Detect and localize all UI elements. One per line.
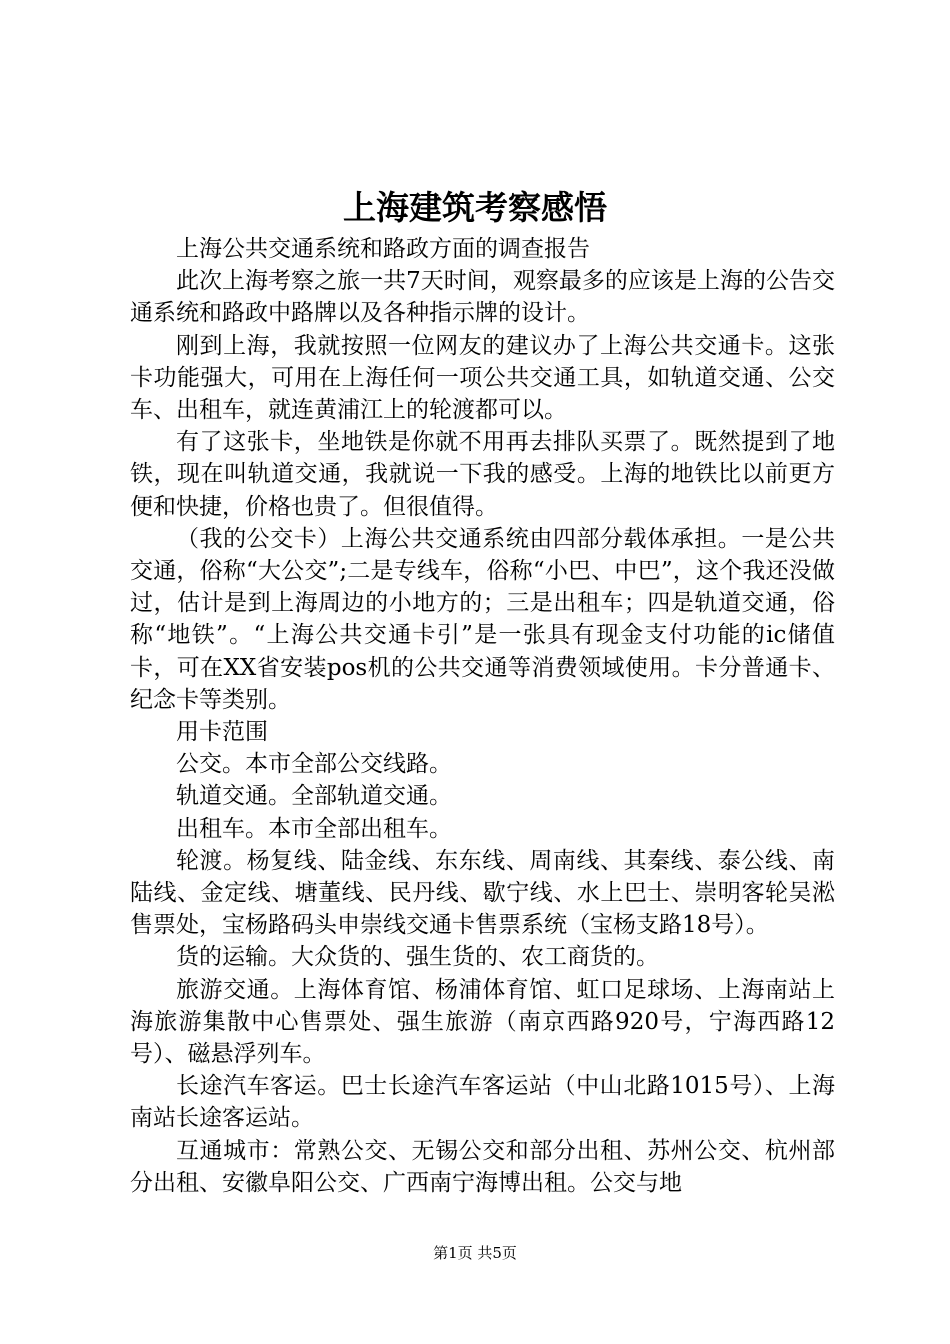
page-footer: 第1页 共5页 <box>433 1244 517 1262</box>
paragraph: 刚到上海，我就按照一位网友的建议办了上海公共交通卡。这张卡功能强大，可用在上海任何一项公共交通工具，如轨道交通、公交车、出租车，就连黄浦江上的轮渡都可以。 <box>130 332 835 424</box>
paragraph: 互通城市：常熟公交、无锡公交和部分出租、苏州公交、杭州部分出租、安徽阜阳公交、广西南宁海博出租。公交与地 <box>130 1137 835 1196</box>
paragraph: 长途汽车客运。巴士长途汽车客运站（中山北路1015号）、上海南站长途客运站。 <box>130 1073 835 1132</box>
paragraph: 公交。本市全部公交线路。 <box>176 751 452 778</box>
paragraph: 有了这张卡，坐地铁是你就不用再去排队买票了。既然提到了地铁，现在叫轨道交通，我就说一下我的感受。上海的地铁比以前更方便和快捷，价格也贵了。但很值得。 <box>130 429 835 520</box>
paragraph: 上海公共交通系统和路政方面的调查报告 <box>176 236 590 262</box>
document-title: 上海建筑考察感悟 <box>343 188 607 227</box>
paragraph: 货的运输。大众货的、强生货的、农工商货的。 <box>176 944 659 971</box>
paragraph: 用卡范围 <box>176 719 268 746</box>
paragraph: 出租车。本市全部出租车。 <box>176 815 452 842</box>
paragraph: 此次上海考察之旅一共7天时间，观察最多的应该是上海的公告交通系统和路政中路牌以及各种指示牌的设计。 <box>130 268 835 327</box>
paragraph: （我的公交卡）上海公共交通系统由四部分载体承担。一是公共交通，俗称“大公交”;二是专线车，俗称“小巴、中巴”，这个我还没做过，估计是到上海周边的小地方的；三是出租车；四是轨道交通，俗称“地铁”。“上海公共交通卡引”是一张具有现金支付功能的ic储值卡，可在XX省安装pos机的公共交通等消费领域使用。卡分普通卡、纪念卡等类别。 <box>130 525 835 713</box>
paragraph: 轨道交通。全部轨道交通。 <box>176 783 452 810</box>
paragraph: 旅游交通。上海体育馆、杨浦体育馆、虹口足球场、上海南站上海旅游集散中心售票处、强生旅游（南京西路920号，宁海西路12号）、磁悬浮列车。 <box>130 976 835 1068</box>
document-body <box>130 233 835 1199</box>
paragraph: 轮渡。杨复线、陆金线、东东线、周南线、其秦线、泰公线、南陆线、金定线、塘董线、民丹线、歇宁线、水上巴士、崇明客轮吴淞售票处，宝杨路码头申崇线交通卡售票系统（宝杨支路18号）。 <box>130 847 835 939</box>
